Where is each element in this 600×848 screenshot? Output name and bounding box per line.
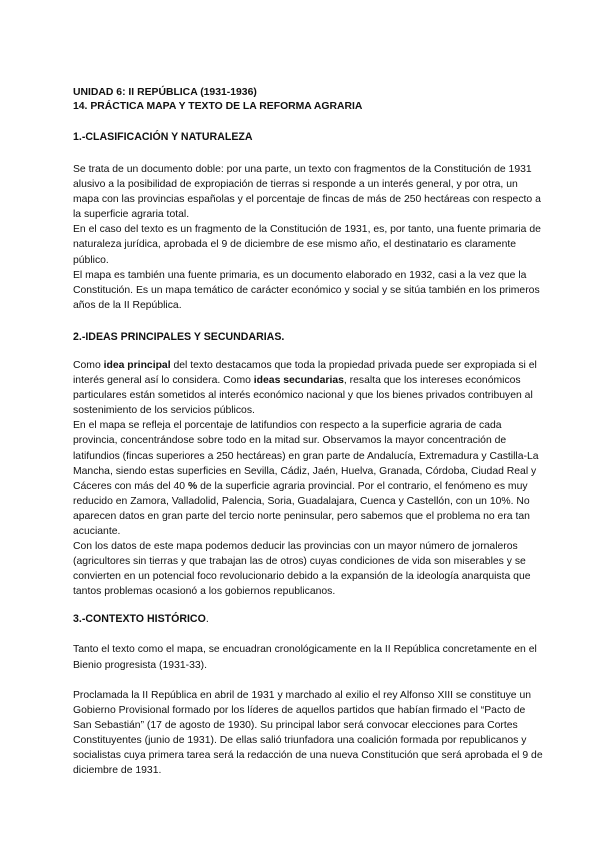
- section-2-heading: 2.-IDEAS PRINCIPALES Y SECUNDARIAS.: [73, 330, 285, 343]
- unit-title: UNIDAD 6: II REPÚBLICA (1931-1936): [73, 87, 257, 98]
- section-3-heading: 3.-CONTEXTO HISTÓRICO.: [73, 613, 209, 626]
- practice-title: 14. PRÁCTICA MAPA Y TEXTO DE LA REFORMA AGRARIA: [73, 101, 363, 112]
- secondary-ideas-term: ideas secundarias: [253, 375, 344, 387]
- section-2-paragraph-1: Como idea principal del texto destacamos que toda la propiedad privada puede ser expropiada si el interés general así lo considera. Como ideas secundarias, resalta que los intereses económicos particulares están sometidos al interés económico nacional y que los bienes privados contribuyen al sostenimiento de los servicios públicos.: [73, 359, 537, 417]
- section-3-paragraph-1: Tanto el texto como el mapa, se encuadran cronológicamente en la II República concretamente en el Bienio progresista (1931-33).: [73, 644, 537, 671]
- section-1-paragraph-2: En el caso del texto es un fragmento de la Constitución de 1931, es, por tanto, una fuente primaria de naturaleza jurídica, aprobada el 9 de diciembre de ese mismo año, el destinatario es claramente público.: [73, 224, 541, 266]
- section-2-paragraph-3: Con los datos de este mapa podemos deducir las provincias con un mayor número de jornaleros (agricultores sin tierras y que trabajan las de otros) cuyas condiciones de vida son miserables y se convierten en un potencial foco revolucionario debido a la expansión de la ideología anarquista que tantos problemas ocasionó a los gobiernos republicanos.: [73, 541, 531, 598]
- section-1-paragraph-1: Se trata de un documento doble: por una parte, un texto con fragmentos de la Constitución de 1931 alusivo a la posibilidad de expropiación de tierras si responde a un interés general, y por otra, un mapa con las provincias españolas y el porcentaje de fincas de más de 250 hectáreas con respecto a la superficie agraria total.: [73, 164, 541, 221]
- section-3-paragraph-2: Proclamada la II República en abril de 1931 y marchado al exilio el rey Alfonso XIII se constituye un Gobierno Provisional formado por los líderes de aquellos partidos que habían firmado el “Pacto de San Sebastián” (17 de agosto de 1930). Su principal labor será convocar elecciones para Cortes Constituyentes (junio de 1931). De ellas salió triunfadora una coalición formada por republicanos y socialistas cuya primera tarea será la redacción de una nueva Constitución que será aprobada el 9 de diciembre de 1931.: [73, 689, 543, 777]
- section-1-heading: 1.-CLASIFICACIÓN Y NATURALEZA: [73, 131, 253, 143]
- main-idea-term: idea principal: [103, 359, 171, 371]
- section-1-paragraph-3: El mapa es también una fuente primaria, es un documento elaborado en 1932, casi a la vez que la Constitución. Es un mapa temático de carácter económico y social y se sitúa también en los primeros años de la II República.: [73, 269, 540, 311]
- section-2-paragraph-2: En el mapa se refleja el porcentaje de latifundios con respecto a la superficie agraria de cada provincia, concentrándose sobre todo en la mitad sur. Observamos la mayor concentración de latifundios (fincas superiores a 250 hectáreas) en gran parte de Andalucía, Extremadura y Castilla-La Mancha, siendo estas superficies en Sevilla, Cádiz, Jaén, Huelva, Granada, Córdoba, Ciudad Real y Cáceres con más del 40 % de la superficie agraria provincial. Por el contrario, el fenómeno es muy reducido en Zamora, Valladolid, Palencia, Soria, Guadalajara, Cuenca y Castellón, con un 10%. No aparecen datos en gran parte del tercio norte peninsular, pero sabemos que el problema no era tan acuciante.: [73, 420, 539, 537]
